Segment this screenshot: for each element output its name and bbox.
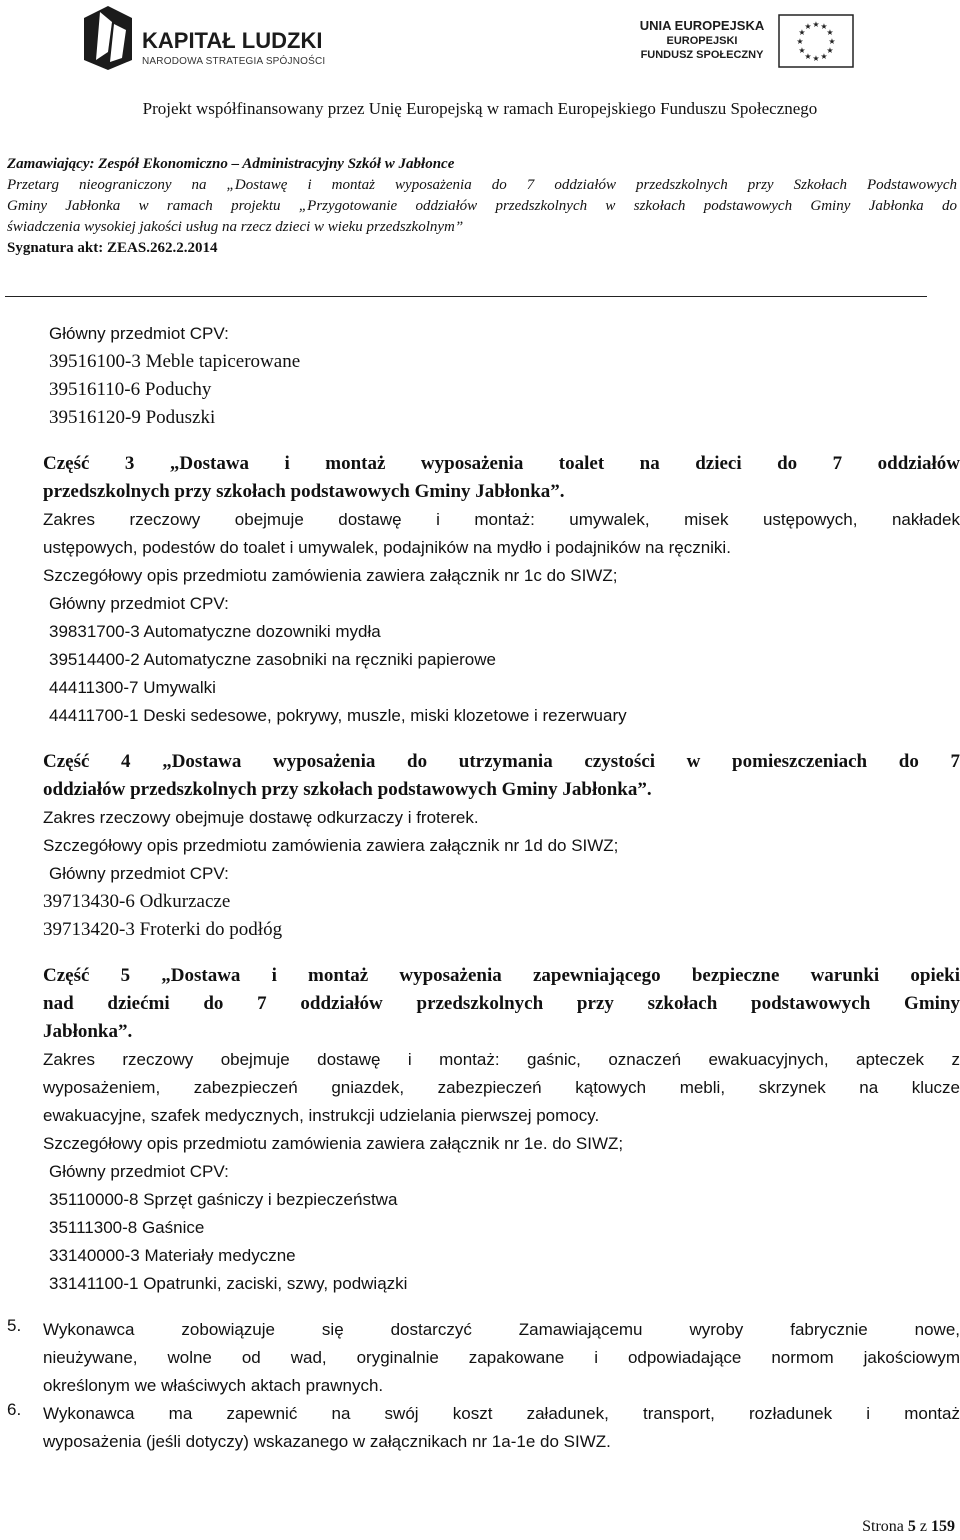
item5-line: Wykonawca zobowiązuje się dostarczyć Zamawiającemu wyroby fabrycznie nowe, (43, 1320, 960, 1339)
kapital-ludzki-mark-icon (78, 4, 132, 70)
svg-text:★: ★ (826, 28, 834, 37)
kapital-ludzki-subtitle: NARODOWA STRATEGIA SPÓJNOŚCI (142, 56, 326, 67)
cpv-item: 39831700-3 Automatyczne dozowniki mydła (49, 622, 381, 641)
svg-text:★: ★ (798, 46, 806, 55)
cpv-item: 44411700-1 Deski sedesowe, pokrywy, muszle, miski klozetowe i rezerwuary (49, 706, 627, 725)
svg-text:★: ★ (812, 20, 820, 29)
eu-flag-icon (778, 14, 854, 68)
svg-text:★: ★ (812, 54, 820, 63)
svg-text:★: ★ (804, 22, 812, 31)
svg-text:★: ★ (804, 52, 812, 61)
item6-line: wyposażenia (jeśli dotyczy) wskazanego w załącznikach nr 1a-1e do SIWZ. (43, 1432, 611, 1451)
part3-title-cont: przedszkolnych przy szkołach podstawowych Gminy Jabłonka”. (43, 481, 565, 502)
eu-logo (636, 14, 854, 72)
svg-text:★: ★ (796, 37, 804, 46)
page-label: Strona (862, 1518, 904, 1535)
cpv-item: 39713420-3 Froterki do podłóg (43, 919, 283, 940)
numbered-item-5 (7, 1316, 960, 1400)
page-of: z (919, 1518, 927, 1535)
part5-title: Część 5 „Dostawa i montaż wyposażenia zapewniającego bezpieczne warunki opieki (43, 965, 960, 986)
cpv-label: Główny przedmiot CPV: (49, 1162, 229, 1181)
header-ordering-party: Zamawiający: Zespół Ekonomiczno – Administracyjny Szkół w Jabłonce (7, 156, 455, 172)
eu-logo-text (636, 18, 768, 62)
page-number (862, 1518, 955, 1536)
eu-line-3: FUNDUSZ SPOŁECZNY (640, 49, 764, 61)
part4-detail: Szczegółowy opis przedmiotu zamówienia zawiera załącznik nr 1d do SIWZ; (43, 836, 619, 855)
cpv-label: Główny przedmiot CPV: (49, 324, 229, 343)
numbered-item-6 (7, 1400, 960, 1456)
header-logos (0, 0, 960, 90)
cpv-item: 39516100-3 Meble tapicerowane (49, 351, 301, 372)
kapital-ludzki-title: KAPITAŁ LUDZKI (142, 28, 323, 53)
part3-detail: Szczegółowy opis przedmiotu zamówienia zawiera załącznik nr 1c do SIWZ; (43, 566, 618, 585)
svg-text:★: ★ (798, 28, 806, 37)
cpv-label: Główny przedmiot CPV: (49, 594, 229, 613)
cpv-item: 39516120-9 Poduszki (49, 407, 216, 428)
eu-line-2: EUROPEJSKI (666, 35, 738, 47)
cpv-item: 39516110-6 Poduchy (49, 379, 212, 400)
header-reference-number: Sygnatura akt: ZEAS.262.2.2014 (7, 240, 218, 256)
page-total: 159 (931, 1518, 955, 1535)
svg-text:★: ★ (828, 37, 836, 46)
cpv-item: 39713430-6 Odkurzacze (43, 891, 231, 912)
part3-scope-cont: ustępowych, podestów do toalet i umywalek, podajników na mydło i podajników na ręczniki. (43, 538, 731, 557)
document-body (7, 320, 960, 1456)
part5-scope: Zakres rzeczowy obejmuje dostawę i montaż: gaśnic, oznaczeń ewakuacyjnych, apteczek z (43, 1050, 960, 1069)
item5-line: określonym we właściwych aktach prawnych. (43, 1376, 384, 1395)
part5-scope-end: ewakuacyjne, szafek medycznych, instrukcji udzielania pierwszej pomocy. (43, 1106, 600, 1125)
header-tender-line-3: świadczenia wysokiej jakości usług na rzecz dzieci w wieku przedszkolnym” (7, 219, 464, 235)
cpv-item: 39514400-2 Automatyczne zasobniki na ręczniki papierowe (49, 650, 496, 669)
part5-scope-cont: wyposażeniem, zabezpieczeń gniazdek, zabezpieczeń kątowych mebli, skrzynek na klucze (43, 1078, 960, 1097)
svg-text:★: ★ (820, 22, 828, 31)
document-header (7, 154, 957, 259)
item-number: 6. (7, 1400, 22, 1419)
header-tender-line-2: Gminy Jabłonka w ramach projektu „Przygotowanie oddziałów przedszkolnych w szkołach podstawowych Gminy Jabłonka do (7, 198, 957, 214)
part5-title-end: Jabłonka”. (43, 1021, 133, 1042)
cpv-item: 33140000-3 Materiały medyczne (49, 1246, 296, 1265)
part5-detail: Szczegółowy opis przedmiotu zamówienia zawiera załącznik nr 1e. do SIWZ; (43, 1134, 624, 1153)
part3-title: Część 3 „Dostawa i montaż wyposażenia toalet na dzieci do 7 oddziałów (43, 453, 960, 474)
part5-title-cont: nad dziećmi do 7 oddziałów przedszkolnych przy szkołach podstawowych Gminy (43, 993, 960, 1014)
cpv-item: 33141100-1 Opatrunki, zaciski, szwy, podwiązki (49, 1274, 408, 1293)
page-current: 5 (907, 1518, 916, 1535)
part3-scope: Zakres rzeczowy obejmuje dostawę i montaż: umywalek, misek ustępowych, nakładek (43, 510, 960, 529)
svg-text:★: ★ (820, 52, 828, 61)
project-cofinancing-line: Projekt współfinansowany przez Unię Europejską w ramach Europejskiego Funduszu Społecznego (142, 99, 818, 118)
item-number: 5. (7, 1316, 22, 1335)
part4-title: Część 4 „Dostawa wyposażenia do utrzymania czystości w pomieszczeniach do 7 (43, 751, 960, 772)
cpv-label: Główny przedmiot CPV: (49, 864, 229, 883)
cpv-item: 35110000-8 Sprzęt gaśniczy i bezpieczeństwa (49, 1190, 398, 1209)
header-divider (5, 296, 927, 297)
item6-line: Wykonawca ma zapewnić na swój koszt załadunek, transport, rozładunek i montaż (43, 1404, 960, 1423)
cpv-item: 44411300-7 Umywalki (49, 678, 216, 697)
kapital-ludzki-logo (78, 4, 378, 74)
svg-text:★: ★ (826, 46, 834, 55)
part4-scope: Zakres rzeczowy obejmuje dostawę odkurzaczy i froterek. (43, 808, 479, 827)
cpv-item: 35111300-8 Gaśnice (49, 1218, 205, 1237)
header-tender-line-1: Przetarg nieograniczony na „Dostawę i montaż wyposażenia do 7 oddziałów przedszkolnych przy Szkołach Podstawowych (7, 177, 957, 193)
item5-line: nieużywane, wolne od wad, oryginalnie zapakowane i odpowiadające normom jakościowym (43, 1348, 960, 1367)
eu-line-1: UNIA EUROPEJSKA (639, 18, 765, 33)
part4-title-cont: oddziałów przedszkolnych przy szkołach podstawowych Gminy Jabłonka”. (43, 779, 652, 800)
